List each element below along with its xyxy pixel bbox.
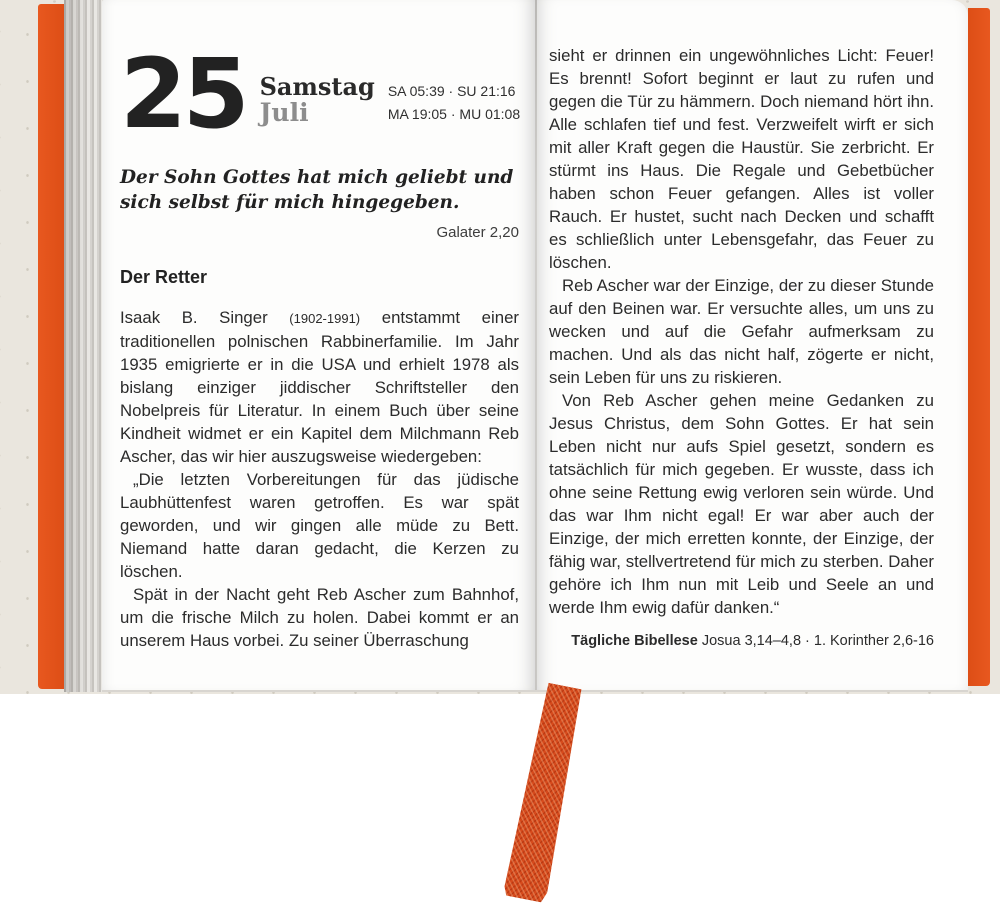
devotional-paragraph: Von Reb Ascher gehen meine Gedanken zu Jesus Christus, dem Sohn Gottes. Er hat sein Leben nicht nur aufs Spiel gesetzt, sondern es tatsächlich für mich gegeben. Er wusste, dass ich ohne seine Rettung ewig verloren sein würde. Und das war Ihm nicht egal! Er war aber auch der Einzige, der mich erretten konnte, der Einzige, der fähig war, stellvertretend für mich zu sterben. Daher gehöre ich Ihm nun mit Leib und Seele an und werde Ihm ewig dafür danken.“ bbox=[549, 391, 934, 617]
devotional-paragraph: Spät in der Nacht geht Reb Ascher zum Bahnhof, um die frische Milch zu holen. Dabei kommt er an unserem Haus vorbei. Zu seiner Überraschung bbox=[120, 584, 519, 650]
moonrise-moonset-line: MA 19:05 · MU 01:08 bbox=[387, 106, 521, 123]
devotional-paragraph: Reb Ascher war der Einzige, der zu dieser Stunde auf den Beinen war. Er versuchte alles, um uns zu wecken und auf die Gefahr aufmerksam zu machen. Und als das nicht half, zögerte er nicht, sein Leben für uns zu riskieren. bbox=[549, 276, 934, 387]
verse-text: Der Sohn Gottes hat mich geliebt und sich selbst für mich hingegeben. bbox=[120, 167, 514, 213]
page-fore-edge-left bbox=[64, 0, 102, 692]
weekday-month bbox=[260, 74, 375, 127]
sunrise-sunset-line: SA 05:39 · SU 21:16 bbox=[387, 83, 516, 99]
book-cover-left-edge bbox=[38, 4, 64, 689]
month-label: Juli bbox=[259, 98, 309, 128]
weekday-label: Samstag bbox=[259, 72, 375, 101]
bible-reading-references: Josua 3,14–4,8 · 1. Korinther 2,6-16 bbox=[701, 633, 934, 649]
devotional-paragraph: sieht er drinnen ein ungewöhnliches Licht: Feuer! Es brennt! Sofort beginnt er laut zu rufen und gegen die Tür zu hämmern. Doch niemand hört ihn. Alle schlafen tief und fest. Verzweifelt wirft er sich mit aller Kraft gegen die Haustür. Sie zerbricht. Er stürmt ins Haus. Die Regale und Gebetbücher haben schon Feuer gefangen. Alles ist voller Rauch. Er hustet, sucht nach Decken und schafft es schließlich unter Lebensgefahr, das Feuer zu löschen. bbox=[549, 46, 934, 272]
devotional-body-right bbox=[549, 44, 934, 619]
intro-text-end: entstammt einer traditionellen polnischen Rabbinerfamilie. Im Jahr 1935 emigrierte er in die USA und erhielt 1978 als bislang einziger jiddischer Schriftsteller den Nobelpreis für Literatur. In einem Buch über seine Kindheit widmet er ein Kapitel dem Milchmann Reb Ascher, das wir hier auszugsweise wiedergeben: bbox=[120, 307, 519, 466]
devotional-paragraph bbox=[120, 306, 519, 468]
sun-moon-times bbox=[388, 80, 520, 126]
daily-bible-reading bbox=[549, 633, 934, 649]
right-page bbox=[535, 0, 968, 690]
author-years: (1902-1991) bbox=[289, 310, 361, 326]
open-book bbox=[38, 0, 990, 692]
book-cover-right-edge bbox=[968, 8, 990, 686]
intro-text-start: Isaak B. Singer bbox=[120, 307, 290, 327]
date-header bbox=[120, 38, 521, 150]
verse-reference: Galater 2,20 bbox=[436, 223, 519, 241]
devotional-heading: Der Retter bbox=[120, 266, 208, 287]
bible-reading-label: Tägliche Bibellese bbox=[571, 633, 698, 649]
devotional-paragraph: „Die letzten Vorbereitungen für das jüdische Laubhüttenfest waren getroffen. Es war spät geworden, und wir gingen alle müde zu Bett. Niemand hatte daran gedacht, die Kerzen zu löschen. bbox=[120, 469, 519, 581]
page-gutter bbox=[535, 0, 537, 690]
left-page bbox=[102, 0, 535, 690]
background-lower bbox=[0, 694, 1000, 905]
open-pages bbox=[102, 0, 968, 692]
day-number: 25 bbox=[120, 38, 246, 150]
devotional-body-left bbox=[120, 306, 519, 652]
